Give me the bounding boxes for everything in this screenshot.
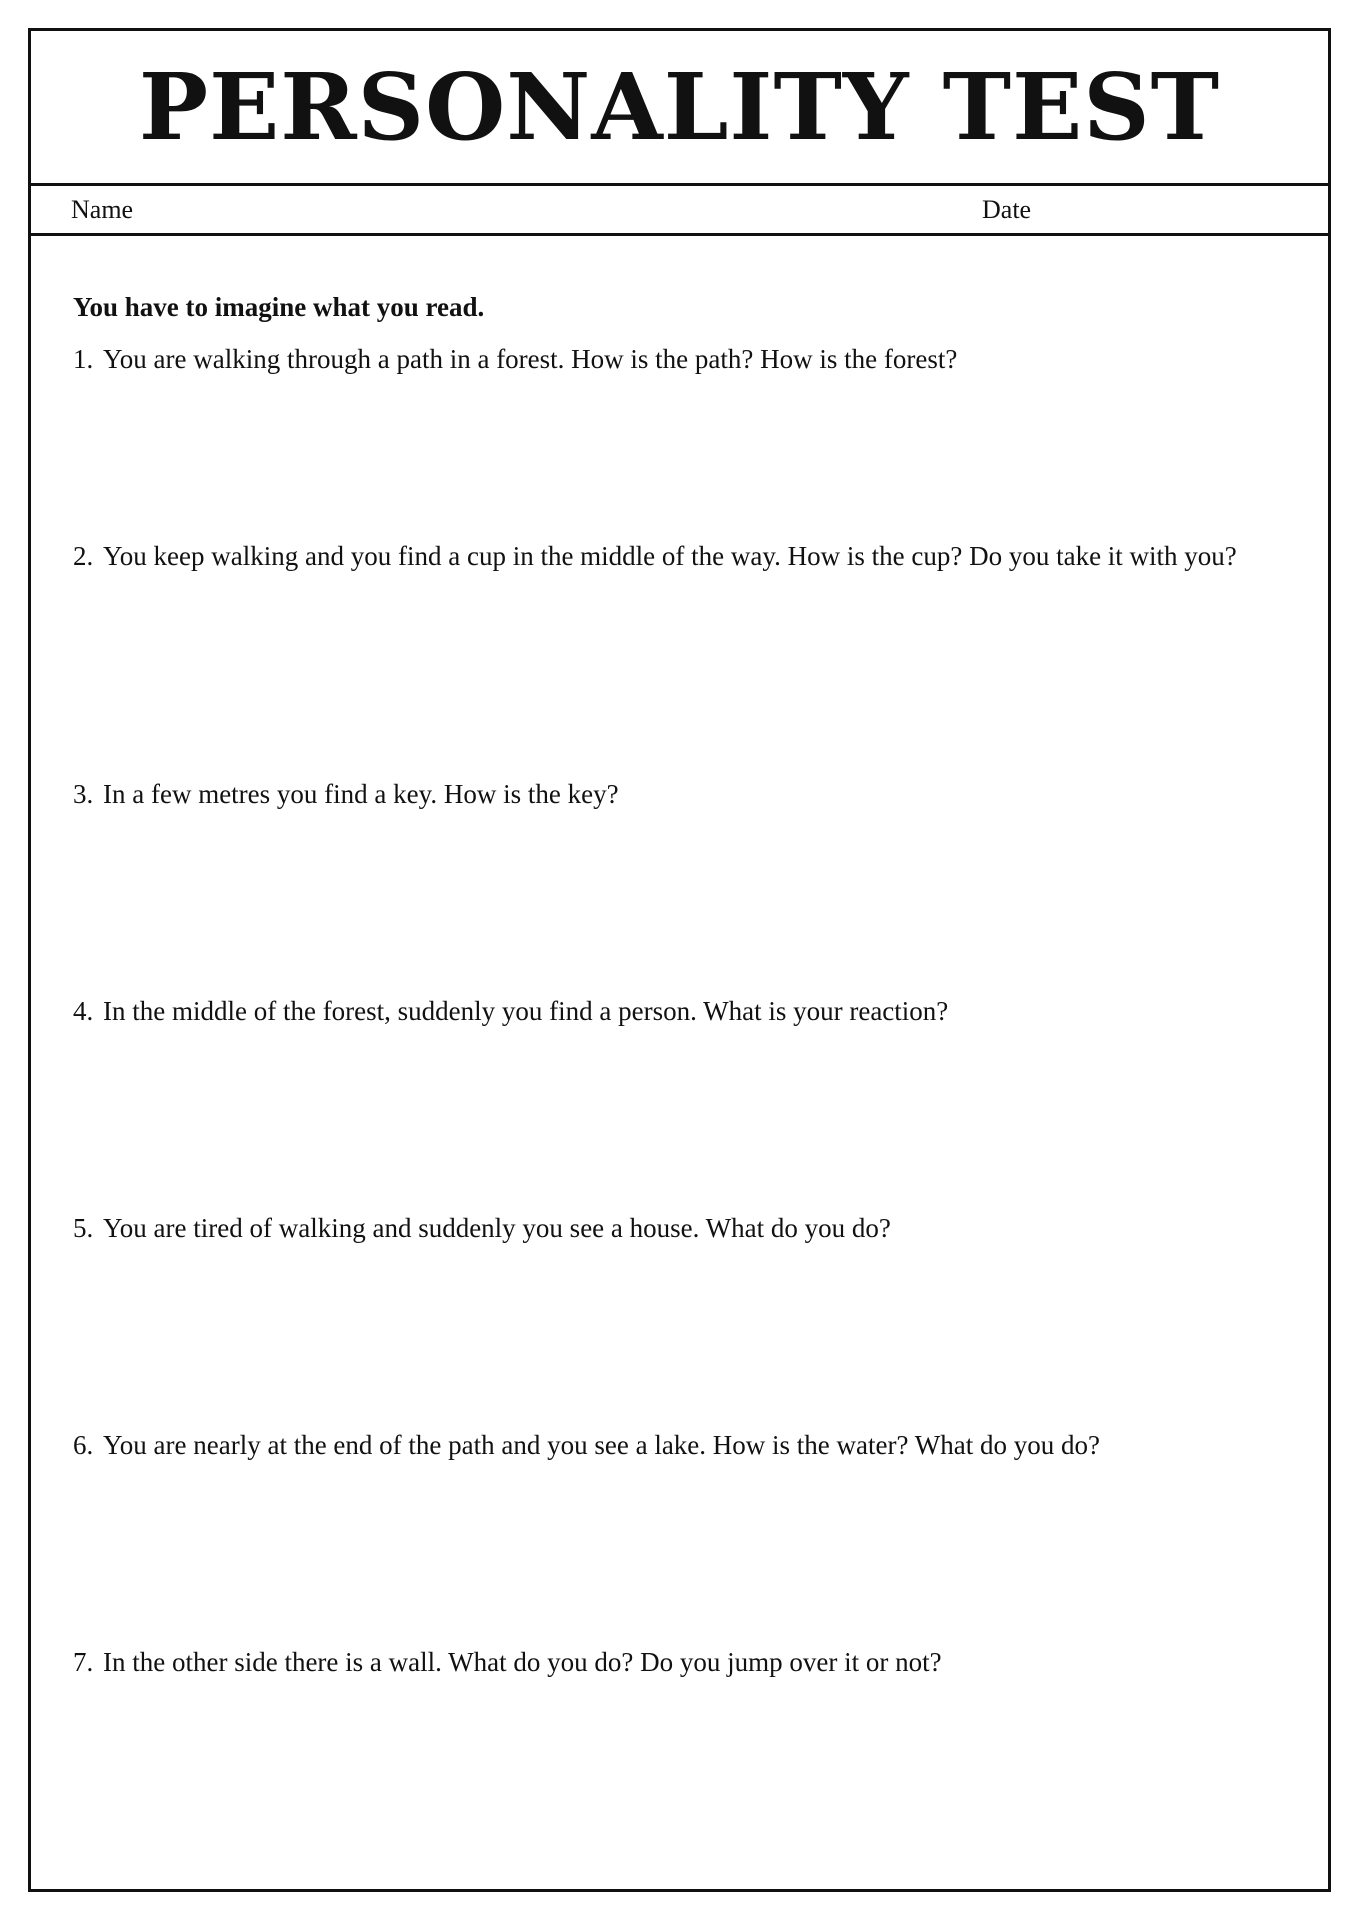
- question-number: 2.: [73, 541, 94, 571]
- page-title: PERSONALITY TEST: [138, 53, 1221, 161]
- question-number: 6.: [73, 1430, 94, 1460]
- question-text: You are nearly at the end of the path and you see a lake. How is the water? What do you do?: [103, 1430, 1100, 1460]
- question-6: [73, 1425, 1288, 1465]
- question-4: [73, 991, 1288, 1031]
- question-number: 4.: [73, 996, 94, 1026]
- name-date-row: [31, 186, 1328, 236]
- question-number: 1.: [73, 344, 94, 374]
- date-label: Date: [982, 195, 1032, 224]
- question-text: You are walking through a path in a forest. How is the path? How is the forest?: [103, 344, 958, 374]
- instruction-text: You have to imagine what you read.: [73, 292, 485, 322]
- question-1: [73, 339, 1288, 379]
- question-text: In the other side there is a wall. What do you do? Do you jump over it or not?: [103, 1647, 942, 1677]
- question-number: 3.: [73, 779, 94, 809]
- name-label: Name: [71, 195, 134, 224]
- question-text: In the middle of the forest, suddenly you find a person. What is your reaction?: [103, 996, 949, 1026]
- question-2: [73, 536, 1288, 576]
- title-row: [31, 31, 1328, 186]
- question-7: [73, 1642, 1288, 1682]
- question-text: In a few metres you find a key. How is the key?: [103, 779, 619, 809]
- question-number: 5.: [73, 1213, 94, 1243]
- question-5: [73, 1208, 1288, 1248]
- worksheet: [28, 28, 1331, 1892]
- question-text: You are tired of walking and suddenly you see a house. What do you do?: [103, 1213, 891, 1243]
- question-text: You keep walking and you find a cup in the middle of the way. How is the cup? Do you take it with you?: [103, 541, 1237, 571]
- question-number: 7.: [73, 1647, 94, 1677]
- question-3: [73, 774, 1288, 814]
